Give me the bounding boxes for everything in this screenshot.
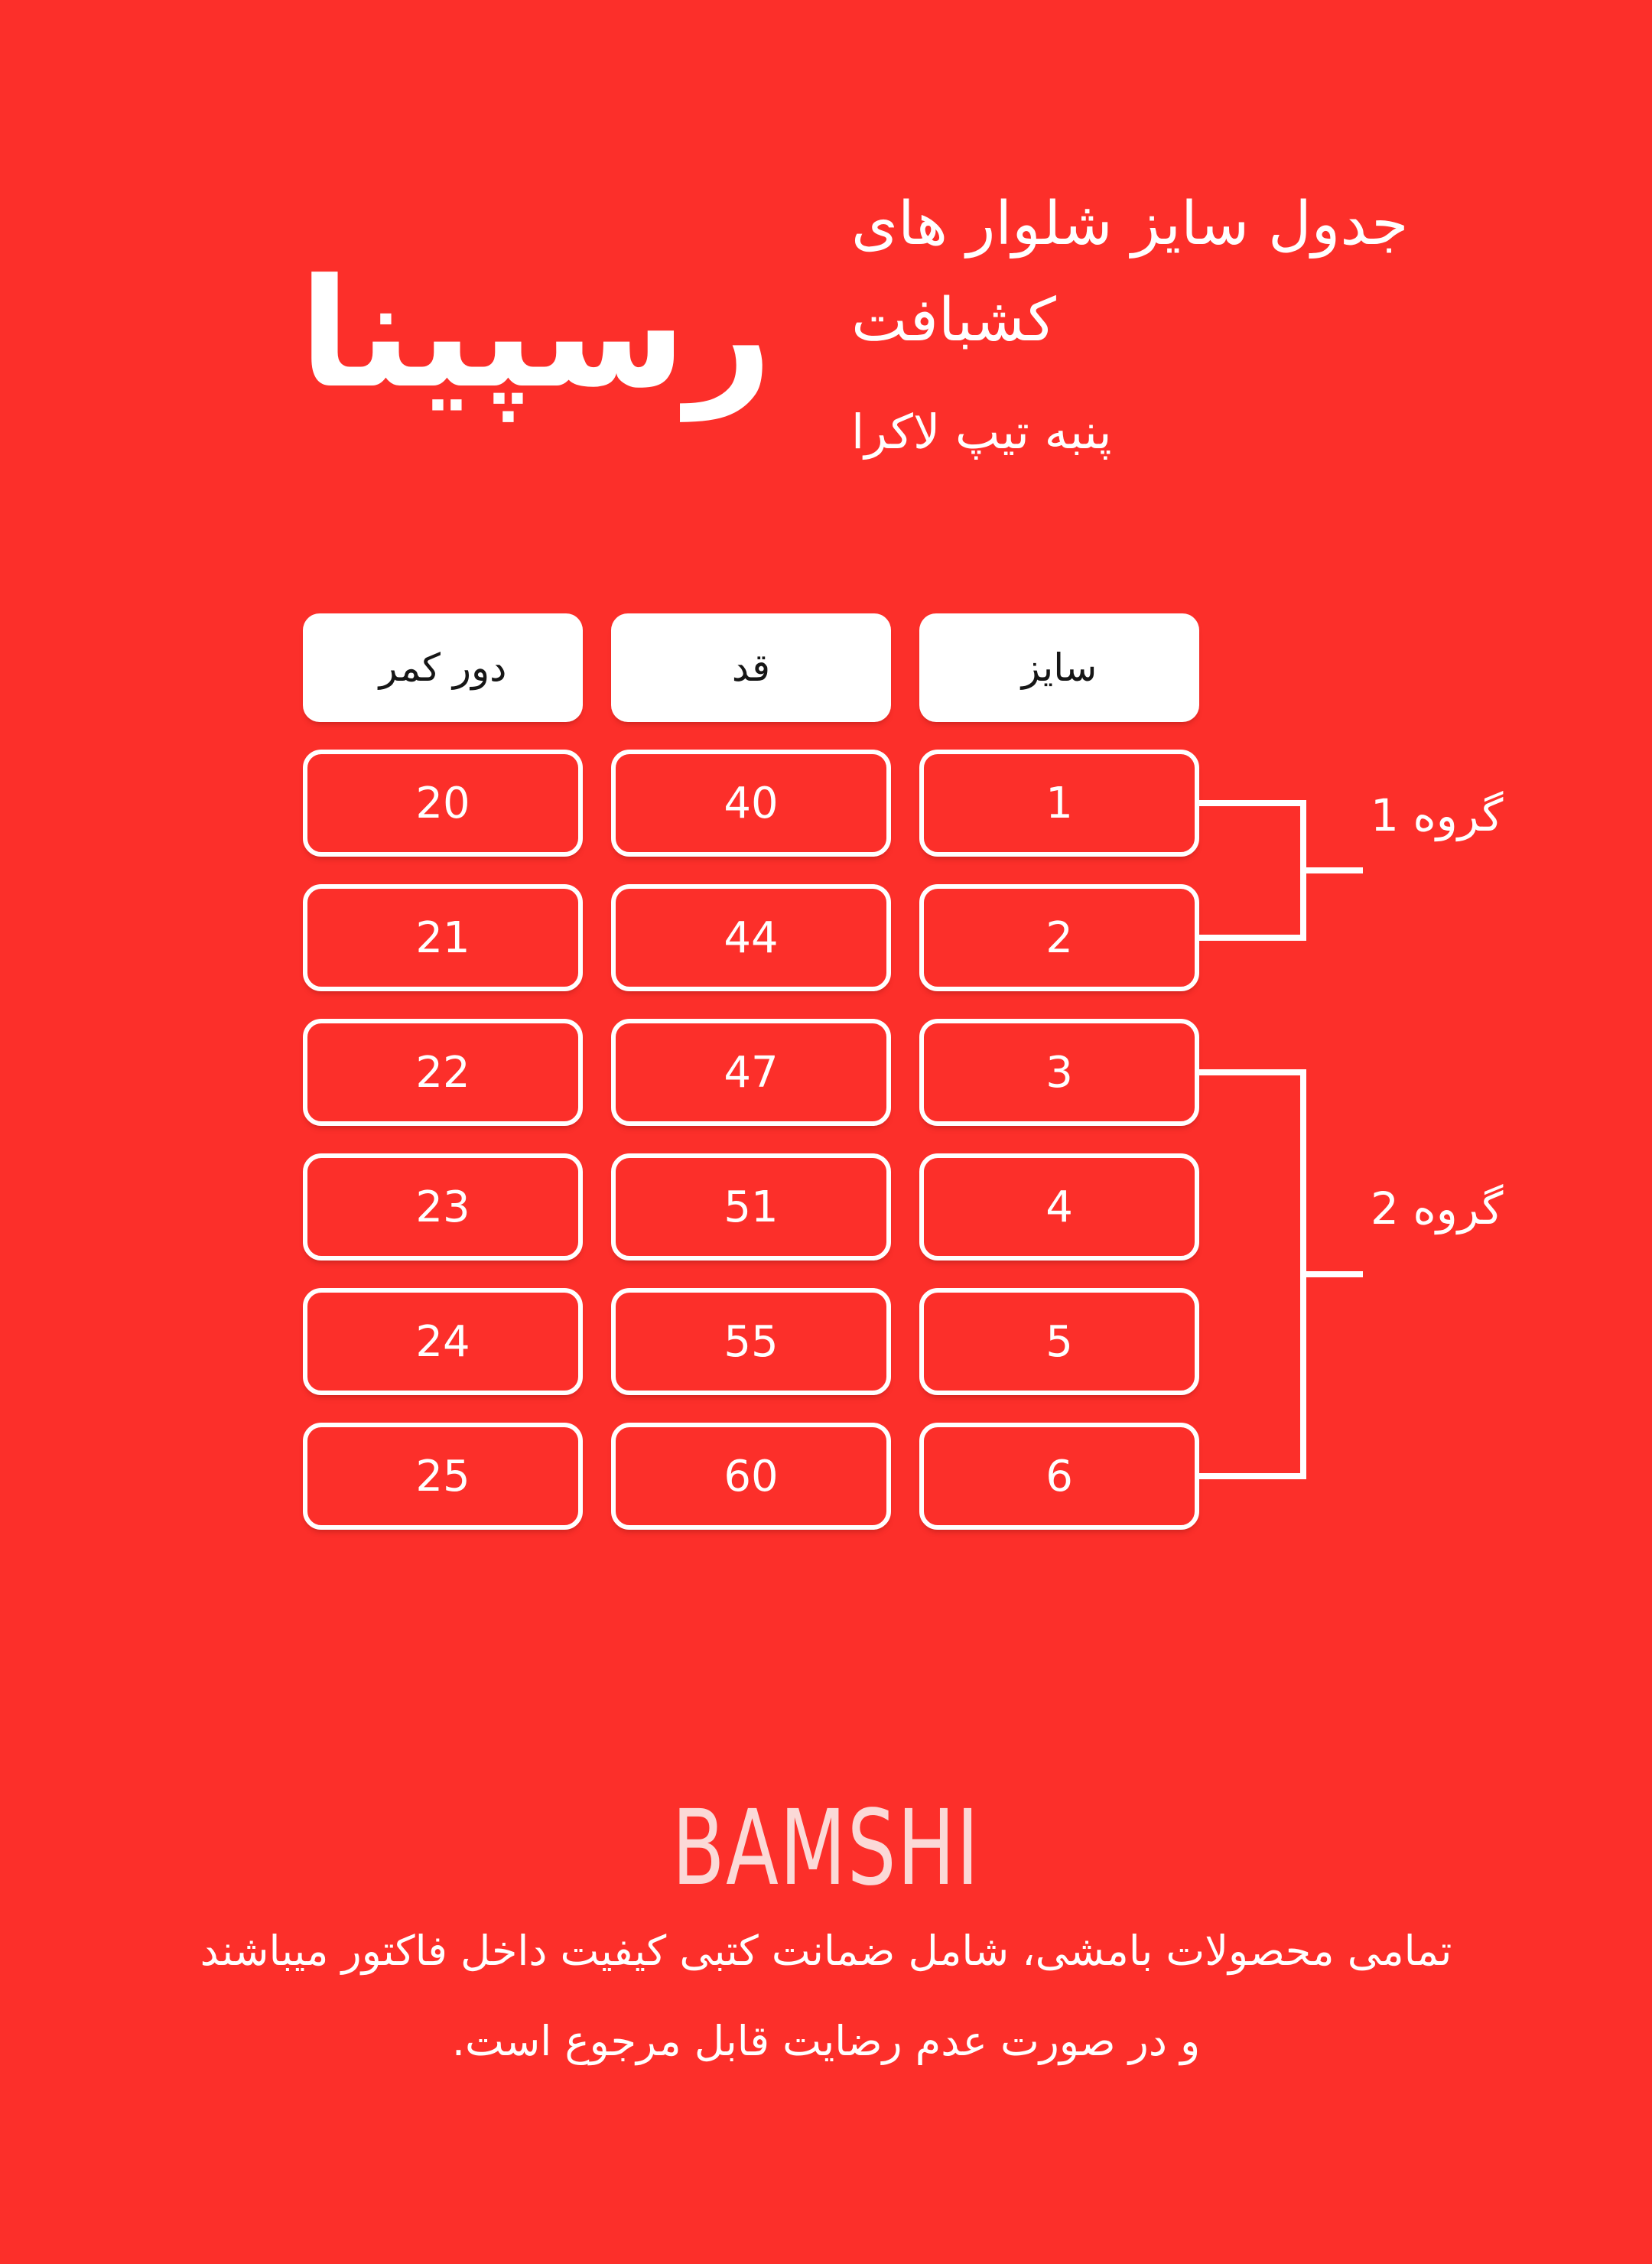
column-header-size: سایز [919, 613, 1199, 722]
cell-length-row1: 40 [611, 750, 891, 857]
group1-bracket-stub [1300, 867, 1363, 873]
group1-bracket [1199, 800, 1306, 941]
page-subtitle: پنبه تیپ لاکرا [851, 404, 1112, 460]
guarantee-note-line-2: و در صورت عدم رضایت قابل مرجوع است. [451, 2017, 1201, 2065]
cell-length-row2: 44 [611, 884, 891, 991]
brand-logo-respina: رسپینا [298, 247, 772, 421]
cell-waist-row5: 24 [303, 1288, 583, 1395]
guarantee-note-line-1: تمامی محصولات بامشی، شامل ضمانت کتبی کیفیت داخل فاکتور میباشند [200, 1927, 1452, 1975]
cell-size-row6: 6 [919, 1423, 1199, 1530]
brand-wordmark-bamshi: BAMSHI [672, 1788, 980, 1909]
cell-length-row5: 55 [611, 1288, 891, 1395]
cell-length-row3: 47 [611, 1019, 891, 1126]
cell-waist-row3: 22 [303, 1019, 583, 1126]
cell-waist-row1: 20 [303, 750, 583, 857]
cell-length-row4: 51 [611, 1153, 891, 1260]
cell-waist-row4: 23 [303, 1153, 583, 1260]
cell-size-row2: 2 [919, 884, 1199, 991]
page-title-line-1: جدول سایز شلوار های [851, 190, 1409, 259]
group2-bracket-stub [1300, 1271, 1363, 1277]
cell-length-row6: 60 [611, 1423, 891, 1530]
group1-label: گروه 1 [1371, 789, 1504, 841]
size-table [303, 613, 1199, 1530]
group2-label: گروه 2 [1371, 1182, 1504, 1234]
cell-size-row5: 5 [919, 1288, 1199, 1395]
page-title-line-2: کشبافت [851, 286, 1056, 355]
cell-waist-row2: 21 [303, 884, 583, 991]
cell-waist-row6: 25 [303, 1423, 583, 1530]
column-header-waist: دور کمر [303, 613, 583, 722]
cell-size-row4: 4 [919, 1153, 1199, 1260]
column-header-length: قد [611, 613, 891, 722]
page-title [851, 176, 1448, 369]
guarantee-note [0, 1906, 1652, 2087]
group2-bracket [1199, 1069, 1306, 1479]
cell-size-row1: 1 [919, 750, 1199, 857]
cell-size-row3: 3 [919, 1019, 1199, 1126]
